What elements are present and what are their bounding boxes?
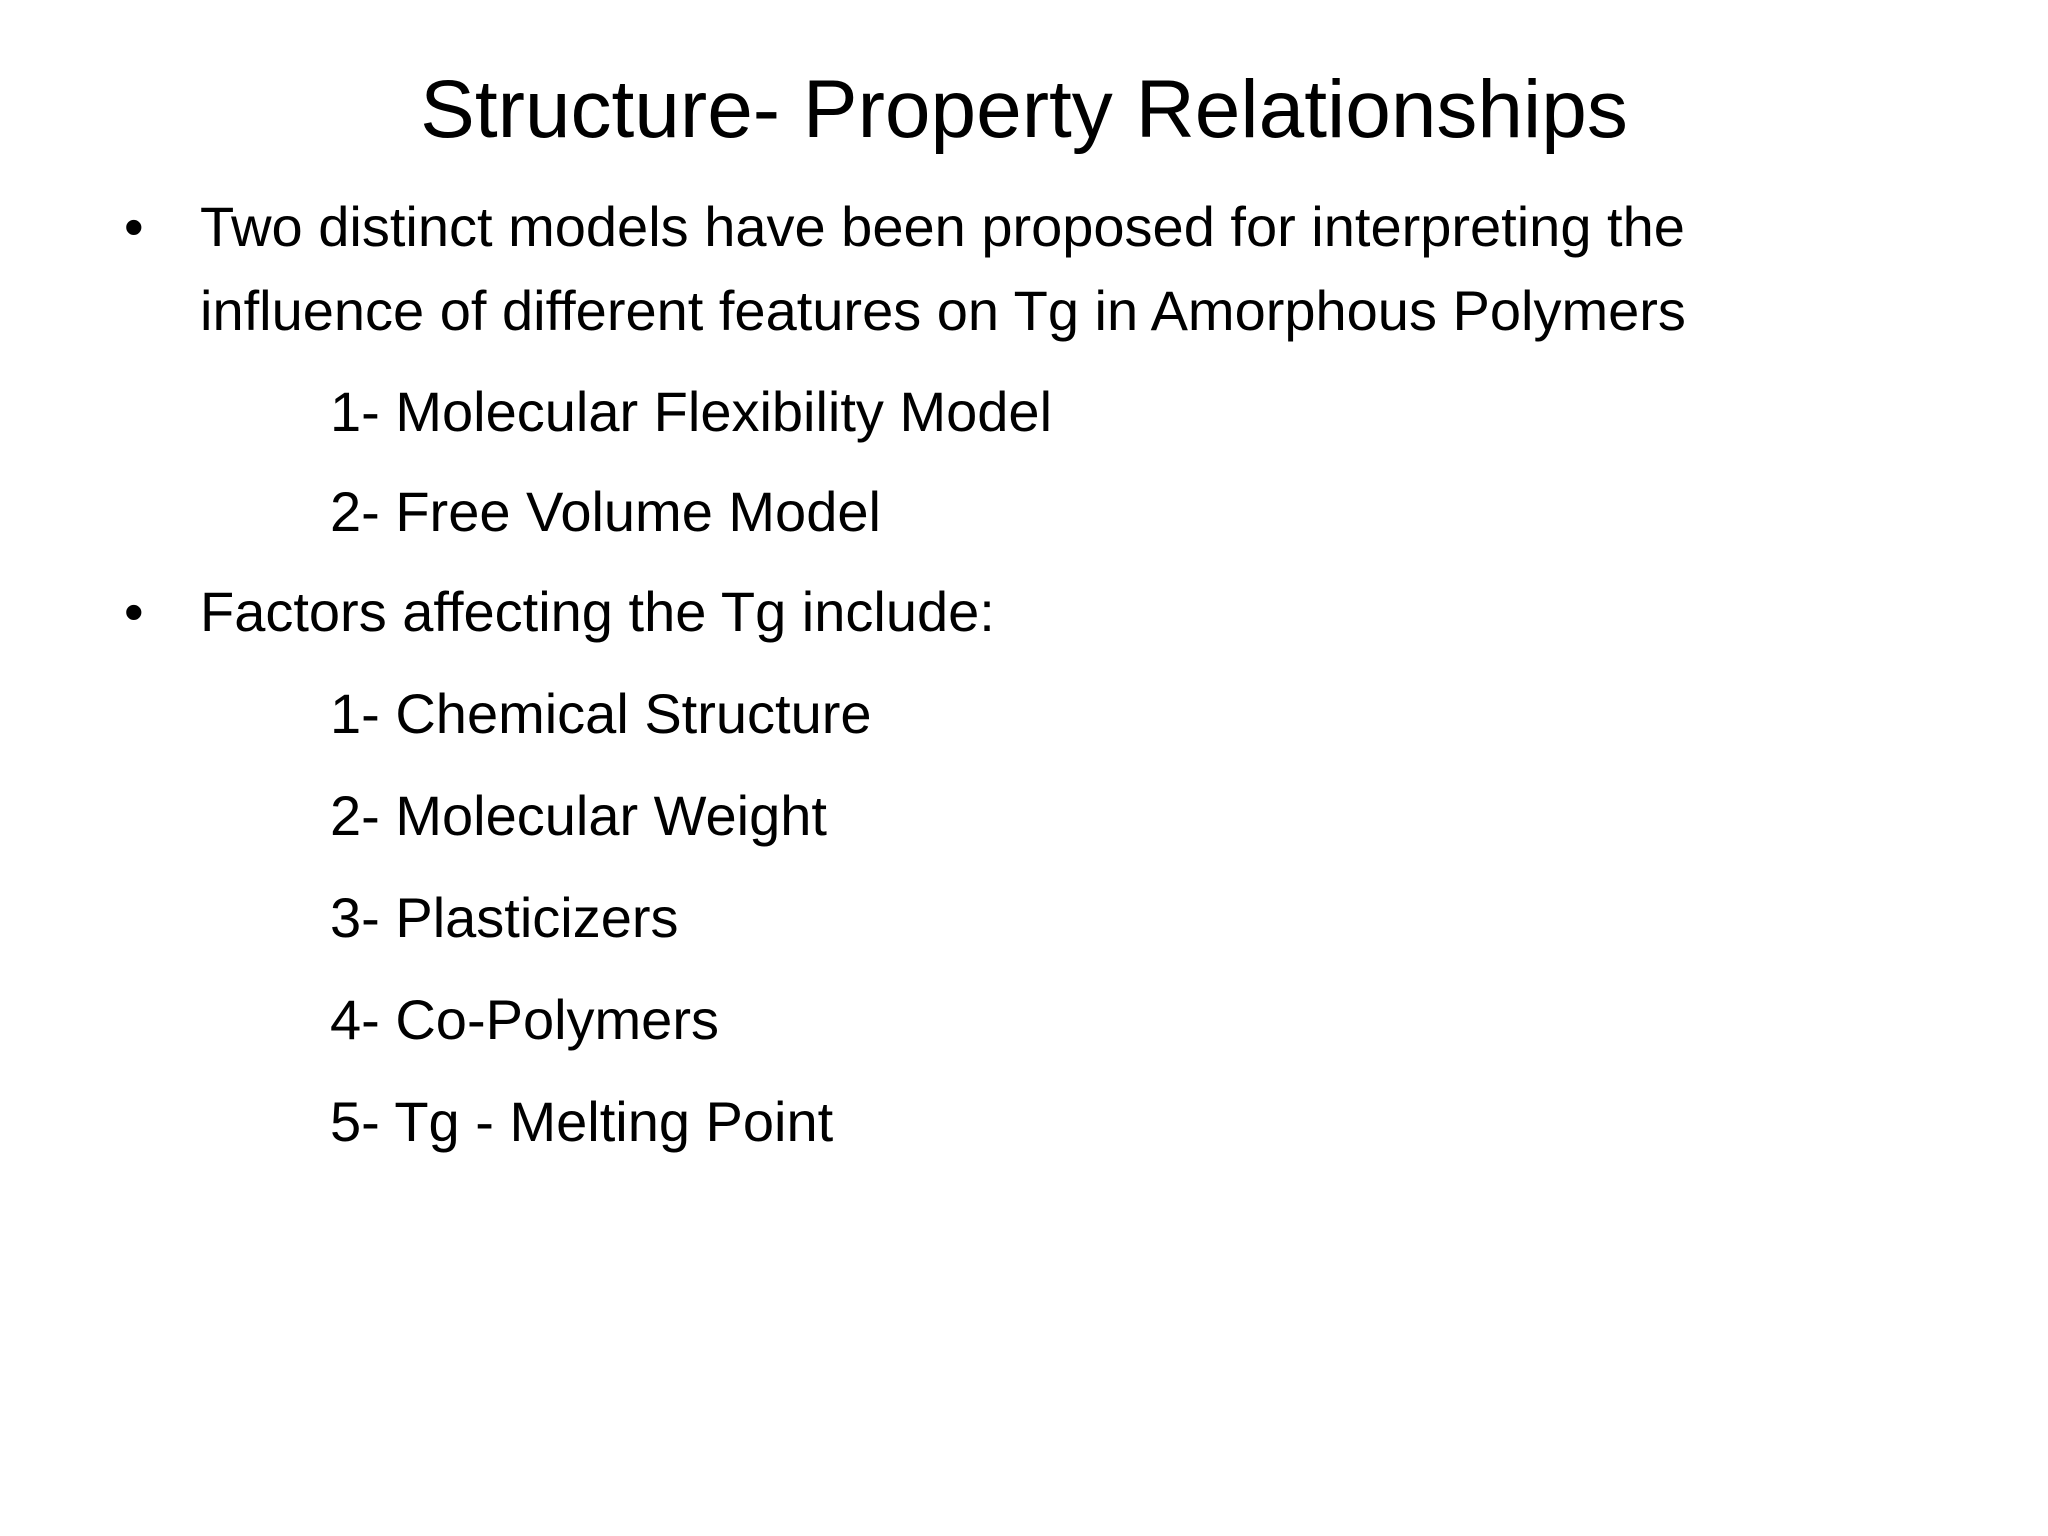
bullet-marker-1: •: [124, 195, 144, 258]
bullet-1-line-1: Two distinct models have been proposed for interpreting the: [200, 195, 1685, 258]
bullet-marker-2: •: [124, 580, 144, 643]
slide-title: Structure- Property Relationships: [420, 64, 1628, 155]
bullet-2-subitem-4: 4- Co-Polymers: [330, 988, 719, 1051]
bullet-2-subitem-1: 1- Chemical Structure: [330, 682, 872, 745]
bullet-2-subitem-3: 3- Plasticizers: [330, 886, 679, 949]
bullet-2-subitem-5: 5- Tg - Melting Point: [330, 1090, 834, 1153]
bullet-1-subitem-1: 1- Molecular Flexibility Model: [330, 380, 1053, 443]
bullet-1-text: [200, 185, 2000, 353]
bullet-2-text: Factors affecting the Tg include:: [200, 580, 995, 643]
bullet-1-line-2: influence of different features on Tg in Amorphous Polymers: [200, 279, 1686, 342]
bullet-2-subitem-2: 2- Molecular Weight: [330, 784, 827, 847]
bullet-1-subitem-2: 2- Free Volume Model: [330, 480, 881, 543]
